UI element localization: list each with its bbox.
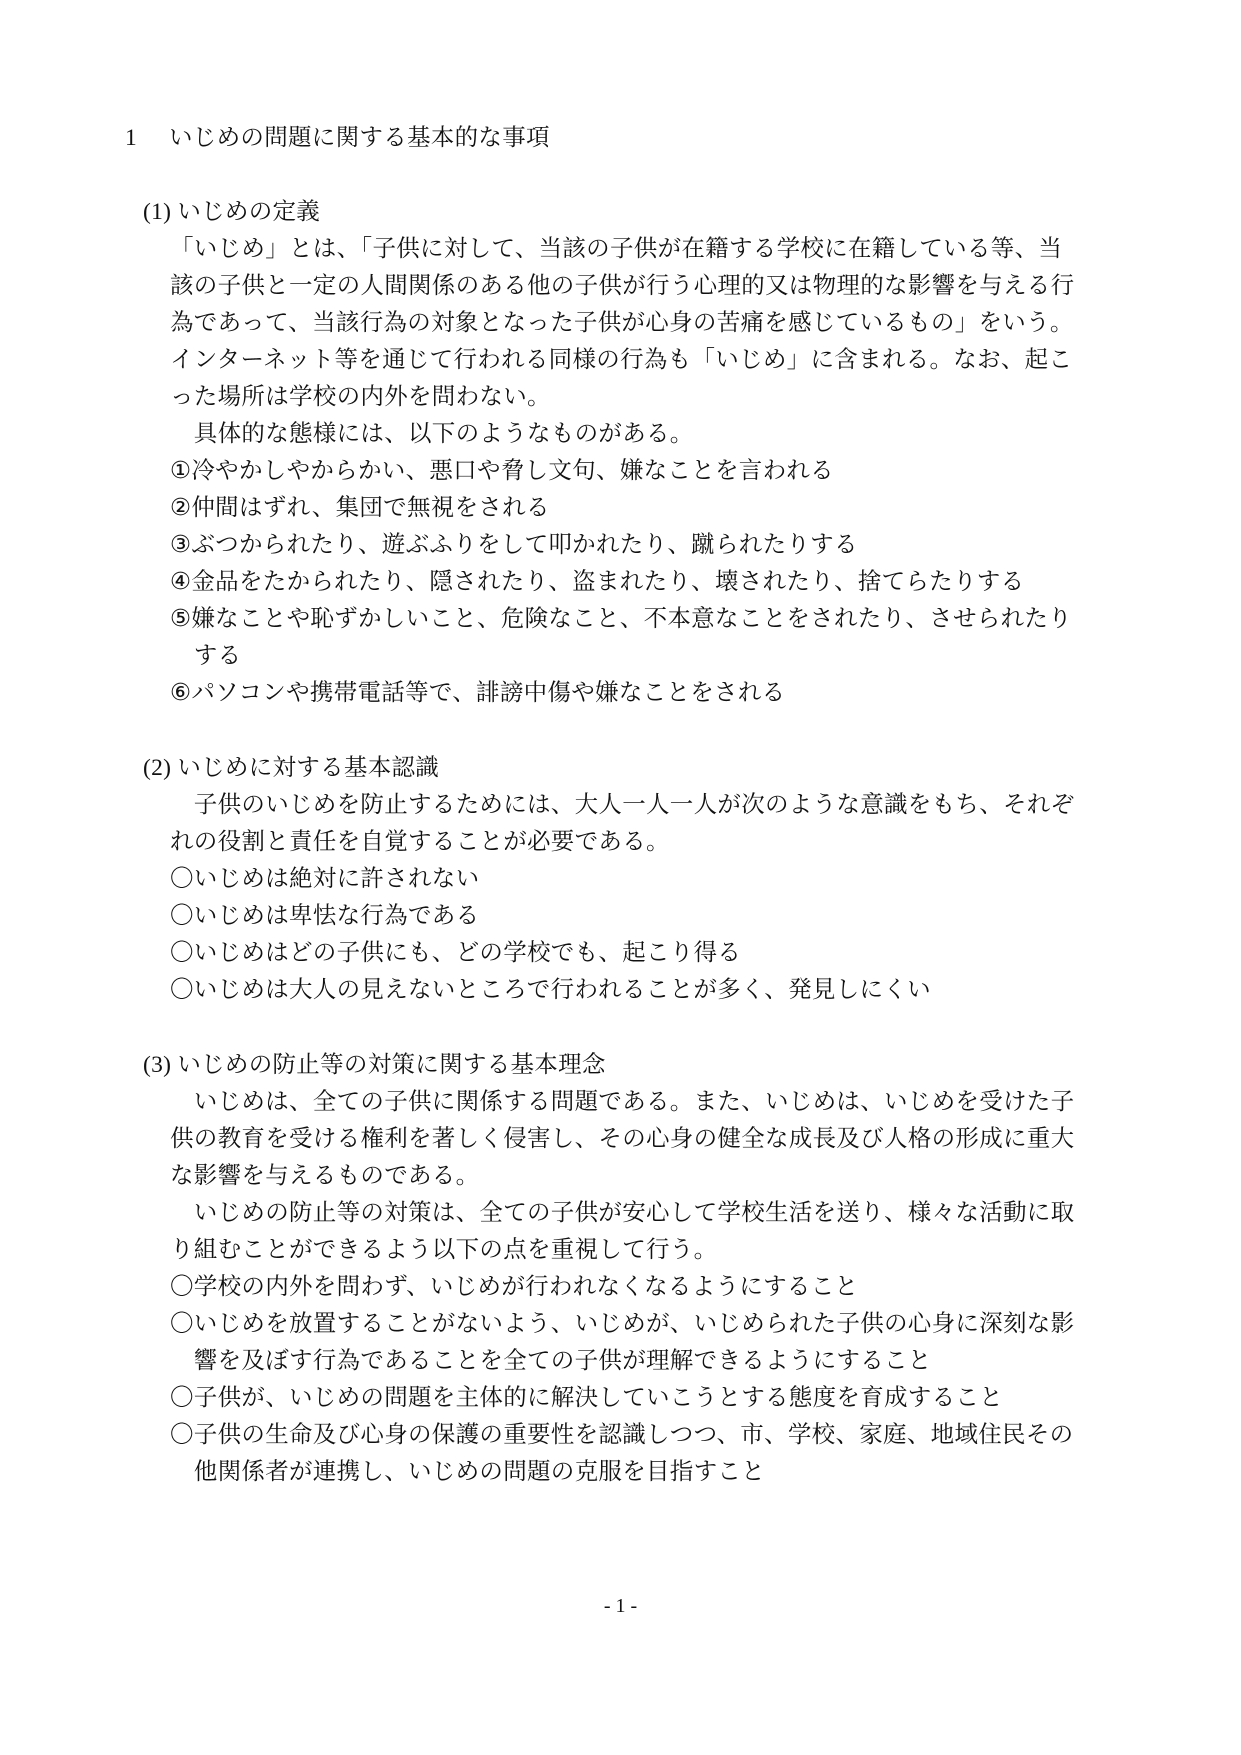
- section-1-line-6: 具体的な態様には、以下のようなものがある。: [170, 419, 694, 447]
- section-3-item-1: 〇学校の内外を問わず、いじめが行われなくなるようにすること: [170, 1272, 859, 1300]
- section-2-number: (2): [143, 755, 172, 781]
- section-3-item-4-cont: 他関係者が連携し、いじめの問題の克服を目指すこと: [170, 1457, 765, 1485]
- section-1-line-1: 「いじめ」とは、「子供に対して、当該の子供が在籍する学校に在籍している等、当: [170, 234, 1063, 262]
- section-3-title: いじめの防止等の対策に関する基本理念: [177, 1050, 606, 1078]
- section-1-item-4: ④金品をたかられたり、隠されたり、盗まれたり、壊されたり、捨てらたりする: [170, 567, 1025, 595]
- section-3-heading: [143, 1049, 606, 1080]
- page-title: [125, 122, 550, 153]
- section-1-item-1: ①冷やかしやからかい、悪口や脅し文句、嫌なことを言われる: [170, 456, 834, 484]
- section-2-line-1: 子供のいじめを防止するためには、大人一人一人が次のような意識をもち、それぞ: [170, 790, 1075, 818]
- section-1-item-5: ⑤嫌なことや恥ずかしいこと、危険なこと、不本意なことをされたり、させられたり: [170, 604, 1072, 632]
- section-3-line-4: いじめの防止等の対策は、全ての子供が安心して学校生活を送り、様々な活動に取: [170, 1198, 1075, 1226]
- title-number: 1: [125, 125, 138, 151]
- section-2-item-2: 〇いじめは卑怯な行為である: [170, 901, 480, 929]
- section-1-line-5: った場所は学校の内外を問わない。: [170, 382, 551, 410]
- section-3-number: (3): [143, 1052, 172, 1078]
- section-3-item-2: 〇いじめを放置することがないよう、いじめが、いじめられた子供の心身に深刻な影: [170, 1309, 1075, 1337]
- section-1-number: (1): [143, 199, 172, 225]
- section-2-item-1: 〇いじめは絶対に許されない: [170, 864, 480, 892]
- section-1-item-6: ⑥パソコンや携帯電話等で、誹謗中傷や嫌なことをされる: [170, 678, 786, 706]
- section-1-heading: [143, 196, 320, 227]
- section-2-title: いじめに対する基本認識: [177, 753, 440, 781]
- section-1-line-3: 為であって、当該行為の対象となった子供が心身の苦痛を感じているもの」をいう。: [170, 308, 1074, 336]
- section-3-line-1: いじめは、全ての子供に関係する問題である。また、いじめは、いじめを受けた子: [170, 1087, 1075, 1115]
- section-2-item-4: 〇いじめは大人の見えないところで行われることが多く、発見しにくい: [170, 975, 931, 1003]
- section-3-item-2-cont: 響を及ぼす行為であることを全ての子供が理解できるようにすること: [170, 1346, 932, 1374]
- section-3-line-3: な影響を与えるものである。: [170, 1161, 480, 1189]
- section-3-line-5: り組むことができるよう以下の点を重視して行う。: [170, 1235, 718, 1263]
- title-text: いじめの問題に関する基本的な事項: [169, 123, 550, 151]
- section-1-item-5-cont: する: [170, 641, 242, 669]
- section-3-item-3: 〇子供が、いじめの問題を主体的に解決していこうとする態度を育成すること: [170, 1383, 1003, 1411]
- section-1-title: いじめの定義: [177, 197, 321, 225]
- section-1-line-2: 該の子供と一定の人間関係のある他の子供が行う心理的又は物理的な影響を与える行: [170, 271, 1075, 299]
- section-2-line-2: れの役割と責任を自覚することが必要である。: [170, 827, 670, 855]
- page-number: - 1 -: [603, 1595, 638, 1617]
- section-2-item-3: 〇いじめはどの子供にも、どの学校でも、起こり得る: [170, 938, 742, 966]
- section-1-item-2: ②仲間はずれ、集団で無視をされる: [170, 493, 550, 521]
- section-1-item-3: ③ぶつかられたり、遊ぶふりをして叩かれたり、蹴られたりする: [170, 530, 858, 558]
- section-3-line-2: 供の教育を受ける権利を著しく侵害し、その心身の健全な成長及び人格の形成に重大: [170, 1124, 1075, 1152]
- section-3-item-4: 〇子供の生命及び心身の保護の重要性を認識しつつ、市、学校、家庭、地域住民その: [170, 1420, 1074, 1448]
- section-2-heading: [143, 752, 439, 783]
- section-1-line-4: インターネット等を通じて行われる同様の行為も「いじめ」に含まれる。なお、起こ: [170, 345, 1073, 373]
